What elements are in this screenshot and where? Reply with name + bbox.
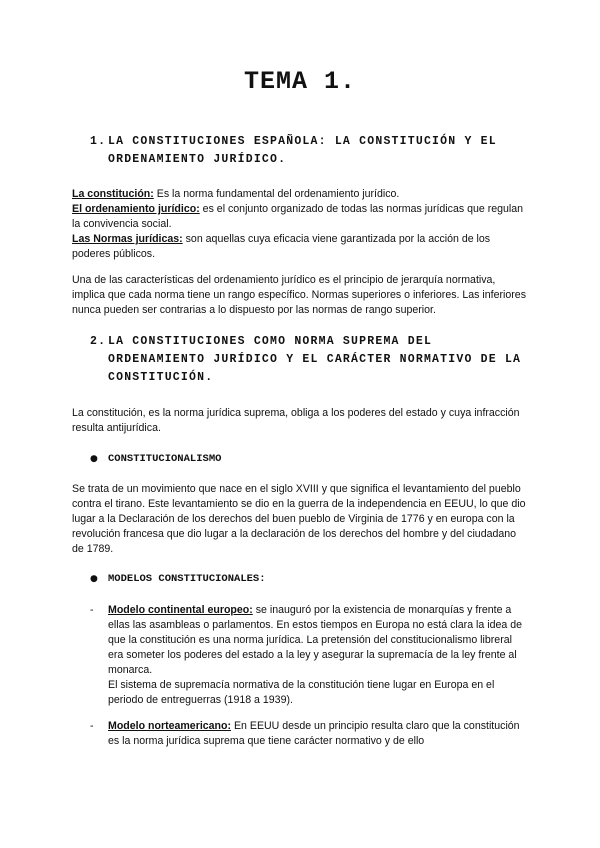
model-continental (90, 603, 530, 708)
bullet-constitucionalismo (90, 452, 530, 467)
bullet-dot-icon: ● (90, 454, 98, 464)
model-description: En EEUU desde un principio resulta claro que la constitución es la norma jurídica suprema que tiene carácter normativo y de ello (108, 720, 520, 747)
definition-normas (72, 232, 528, 262)
paragraph-norma-suprema-text: La constitución, es la norma jurídica suprema, obliga a los poderes del estado y cuya infracción resulta antijurídica. (72, 407, 520, 434)
model-term: Modelo continental europeo: (108, 604, 253, 616)
definition-constitucion (72, 187, 528, 202)
dash-marker: - (90, 604, 94, 616)
section-2-heading-text: LA CONSTITUCIONES COMO NORMA SUPREMA DEL ORDENAMIENTO JURÍDICO Y EL CARÁCTER NORMATIVO DE LA CONSTITUCIÓN. (108, 335, 522, 384)
page-title: TEMA 1. (243, 67, 357, 96)
section-2-number: 2. (90, 335, 107, 348)
bullet-modelos (90, 572, 530, 587)
model-norteamericano-text (108, 719, 530, 749)
bullet-dot-icon: ● (90, 574, 98, 584)
definitions-block (72, 187, 528, 262)
model-continental-extra: El sistema de supremacía normativa de la constitución tiene lugar en Europa en el periodo de entreguerras (1918 a 1939). (108, 679, 495, 706)
definition-text: son aquellas cuya eficacia viene garantizada por la acción de los poderes públicos. (72, 233, 491, 260)
model-norteamericano-body (90, 719, 530, 749)
definition-text: es el conjunto organizado de todas las normas jurídicas que regulan la convivencia social. (72, 203, 524, 230)
definition-text: Es la norma fundamental del ordenamiento jurídico. (153, 188, 400, 200)
definition-term: El ordenamiento jurídico: (72, 203, 200, 215)
paragraph-norma-suprema (72, 406, 528, 436)
bullet-modelos-text: MODELOS CONSTITUCIONALES: (108, 573, 266, 585)
section-2-heading (90, 333, 530, 387)
section-1-heading-text: LA CONSTITUCIONES ESPAÑOLA: LA CONSTITUCIÓN Y EL ORDENAMIENTO JURÍDICO. (108, 135, 497, 166)
paragraph-constitucionalismo (72, 482, 528, 557)
paragraph-jerarquia (72, 273, 528, 318)
bullet-constitucionalismo-text: CONSTITUCIONALISMO (108, 453, 222, 465)
model-term: Modelo norteamericano: (108, 720, 232, 732)
section-1-number: 1. (90, 135, 107, 148)
dash-marker: - (90, 720, 94, 732)
paragraph-jerarquia-text: Una de las características del ordenamiento jurídico es el principio de jerarquía normativa, implica que cada norma tiene un rango específico. Normas superiores o inferiores. Las inferiores nunca pueden ser contrarias a lo dispuesto por las normas de rango superior. (72, 274, 526, 316)
paragraph-constitucionalismo-text: Se trata de un movimiento que nace en el siglo XVIII y que significa el levantamiento del pueblo contra el tirano. Este levantamiento se dio en la guerra de la independencia en EEUU, lo que dio lugar a la Declaración de los derechos del buen pueblo de Virginia de 1776 y en europa con la revolución francesa que dio lugar a la declaración de los derechos del hombre y del ciudadano de 1789. (72, 483, 526, 555)
model-continental-body (90, 603, 530, 708)
definition-ordenamiento (72, 202, 528, 232)
definition-term: La constitución: (72, 188, 154, 200)
model-continental-text (108, 603, 530, 678)
definition-term: Las Normas jurídicas: (72, 233, 183, 245)
model-description: se inauguró por la existencia de monarquías y frente a ellas las asambleas o parlamentos. En estos tiempos en Europa no está clara la idea de que la constitución es una norma jurídica. La pretensión del constitucionalismo libreral era someter los poderes del estado a la ley y asegurar la supremacía de la ley frente al monarca. (108, 604, 522, 676)
section-1-heading (90, 133, 530, 169)
model-norteamericano (90, 719, 530, 749)
